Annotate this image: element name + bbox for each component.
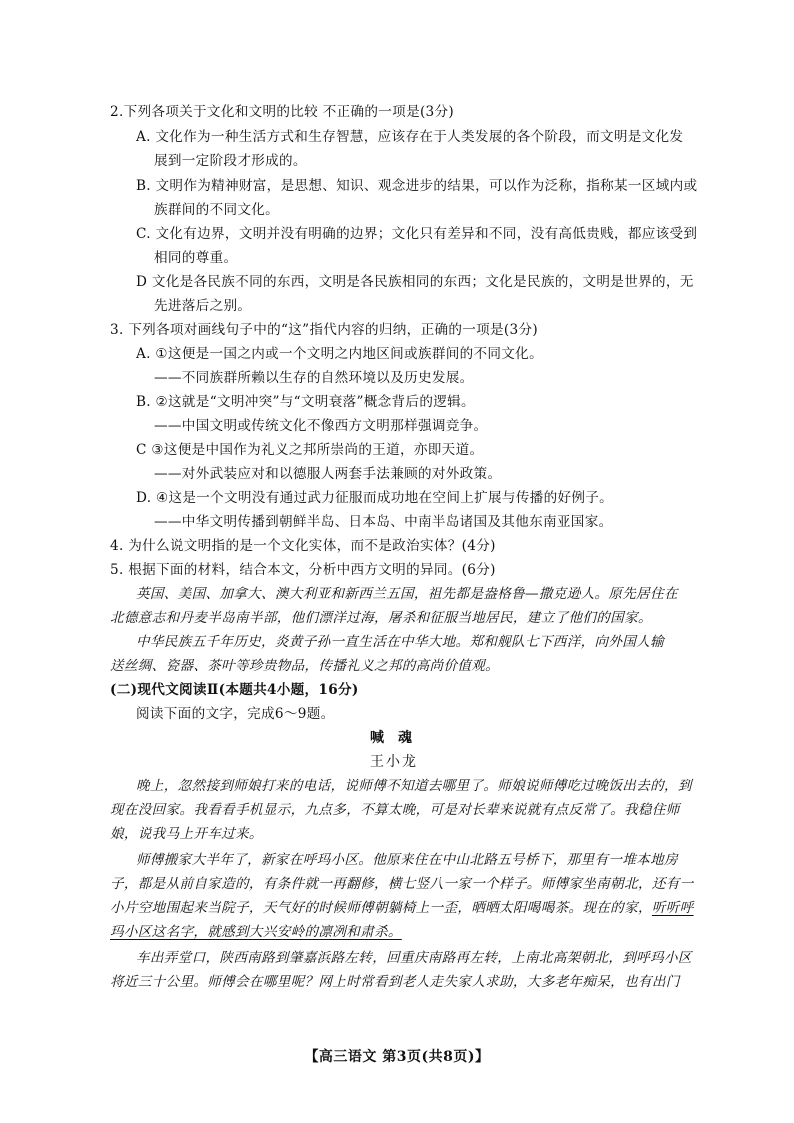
- q3-option-d-line2: ——中华文明传播到朝鲜半岛、日本岛、中南半岛诸国及其他东南亚国家。: [154, 514, 613, 530]
- story-p2-line3-text: 小片空地围起来当院子，天气好的时候师傅朝躺椅上一歪，晒晒太阳喝喝茶。现在的家，: [110, 900, 652, 916]
- q2-option-d-line1: D 文化是各民族不同的东西，文明是各民族相同的东西；文化是民族的，文明是世界的，无: [136, 274, 694, 290]
- q3-option-c-line1: C ③这便是中国作为礼义之邦所崇尚的王道，亦即天道。: [136, 442, 484, 458]
- q3-option-a-line1: A. ①这便是一国之内或一个文明之内地区间或族群间的不同文化。: [136, 346, 543, 362]
- q3-option-b-line1: B. ②这就是“文明冲突”与“文明衰落”概念背后的逻辑。: [136, 394, 475, 410]
- q2-option-b-line2: 族群间的不同文化。: [154, 202, 280, 218]
- q3-option-a-line2: ——不同族群所赖以生存的自然环境以及历史发展。: [154, 370, 474, 386]
- q2-option-b-line1: B. 文明作为精神财富，是思想、知识、观念进步的结果，可以作为泛称，指称某一区域内或: [136, 178, 698, 194]
- story-title: 喊魂: [370, 730, 426, 746]
- section-header: (二)现代文阅读Ⅱ(本题共4小题，16分): [110, 682, 359, 698]
- story-p2-line3: [110, 899, 694, 917]
- q5-stem: 5. 根据下面的材料，结合本文，分析中西方文明的异同。(6分): [110, 562, 496, 578]
- q4-stem: 4. 为什么说文明指的是一个文化实体，而不是政治实体？(4分): [110, 538, 496, 554]
- q2-option-a-line2: 展到一定阶段才形成的。: [154, 153, 307, 169]
- q3-option-c-line2: ——对外武装应对和以德服人两套手法兼顾的对外政策。: [154, 466, 502, 482]
- section-instruction: 阅读下面的文字，完成6～9题。: [136, 706, 335, 722]
- page-footer: 【高三语文 第3页(共8页)】: [304, 1049, 490, 1065]
- story-author: 王小龙: [370, 754, 418, 770]
- story-p1-line1: 晚上，忽然接到师娘打来的电话，说师傅不知道去哪里了。师娘说师傅吃过晚饭出去的，到: [136, 778, 692, 794]
- q3-stem: 3. 下列各项对画线句子中的“这”指代内容的归纳，正确的一项是(3分): [110, 322, 538, 338]
- story-p2-line2: 子，都是从前自家造的，有条件就一再翻修，横七竖八一家一个样子。师傅家坐南朝北，还有一: [110, 876, 694, 892]
- story-p1-line2: 现在没回家。我看看手机显示，九点多，不算太晚，可是对长辈来说就有点反常了。我稳住师: [110, 802, 680, 818]
- story-p1-line3: 娘，说我马上开车过来。: [110, 826, 263, 842]
- q2-option-c-line1: C. 文化有边界，文明并没有明确的边界；文化只有差异和不同，没有高低贵贱，都应该受到: [136, 226, 698, 242]
- q2-option-c-line2: 相同的尊重。: [154, 250, 238, 266]
- story-p3-line2: 将近三十公里。师傅会在哪里呢？网上时常看到老人走失家人求助，大多老年痴呆，也有出门: [110, 974, 680, 990]
- q2-option-a-line1: A. 文化作为一种生活方式和生存智慧，应该存在于人类发展的各个阶段，而文明是文化发: [136, 129, 684, 145]
- story-p2-line1: 师傅搬家大半年了，新家在呼玛小区。他原来住在中山北路五号桥下，那里有一堆本地房: [136, 852, 678, 868]
- q3-option-d-line1: D. ④这是一个文明没有通过武力征服而成功地在空间上扩展与传播的好例子。: [136, 490, 614, 506]
- underlined-sentence-part1: 听听呼: [651, 900, 694, 916]
- q5-material1-line2: 北德意志和丹麦半岛南半部，他们漂洋过海，屠杀和征服当地居民，建立了他们的国家。: [110, 610, 652, 626]
- q3-option-b-line2: ——中国文明或传统文化不像西方文明那样强调竞争。: [154, 418, 488, 434]
- story-p3-line1: 车出弄堂口，陕西南路到肇嘉浜路左转，回重庆南路再左转，上南北高架朝北，到呼玛小区: [136, 950, 692, 966]
- q2-stem: 2.下列各项关于文化和文明的比较 不正确的一项是(3分): [110, 104, 455, 120]
- underlined-sentence-part2: 玛小区这名字，就感到大兴安岭的凛冽和肃杀。: [110, 924, 402, 940]
- q5-material2-line1: 中华民族五千年历史，炎黄子孙一直生活在中华大地。郑和舰队七下西洋，向外国人输: [136, 634, 664, 650]
- q5-material1-line1: 英国、美国、加拿大、澳大利亚和新西兰五国，祖先都是盎格鲁—撒克逊人。原先居住在: [136, 586, 678, 602]
- q2-option-d-line2: 先进落后之别。: [154, 298, 252, 314]
- q5-material2-line2: 送丝绸、瓷器、茶叶等珍贵物品，传播礼义之邦的高尚价值观。: [110, 658, 500, 674]
